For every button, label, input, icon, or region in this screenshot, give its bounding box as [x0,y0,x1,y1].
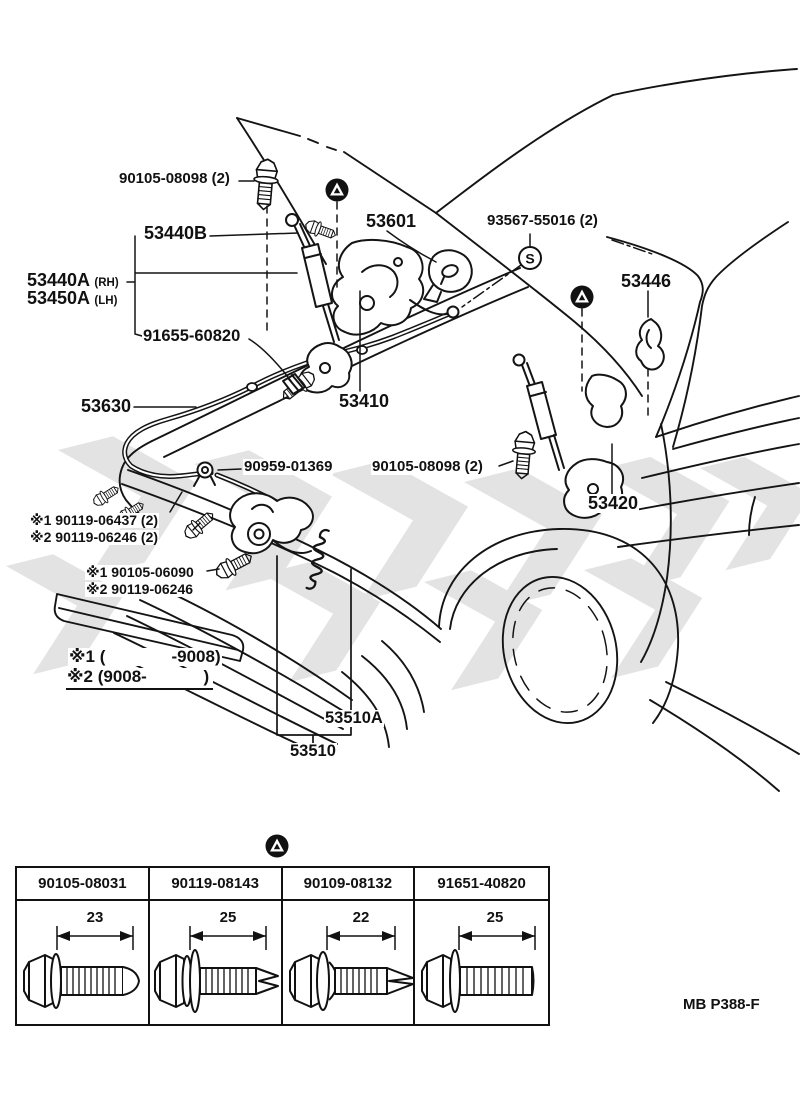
clip-53446 [636,319,664,370]
hinge-bolt-top [251,158,279,210]
bolt-drawing [17,904,147,1022]
fastener-drawing-cell [17,901,150,1024]
label-53630: 53630 [81,396,132,416]
fastener-part-number: 90105-08031 [17,868,150,901]
s-marker-letter: S [525,250,535,267]
label-lock-bolt-2: ※2 90119-06246 [86,581,194,597]
bolt-length: 22 [352,908,370,926]
triangle-marker-icon [571,286,594,309]
page-code: MB P388-F [683,996,760,1013]
s-marker-icon [519,247,541,269]
label-note-1: ※1 ( -9008) [69,647,221,666]
fastener-drawing-cell [283,901,416,1024]
label-53510a: 53510A [325,709,383,727]
label-lock-bolt-1: ※1 90105-06090 [86,564,194,580]
fastener-drawing-cell [150,901,283,1024]
label-53410: 53410 [339,391,390,411]
label-91655: 91655-60820 [143,327,241,345]
bolt-length: 25 [486,908,503,926]
label-note-2: ※2 (9008- ) [66,668,213,690]
fastener-part-number: 90119-08143 [150,868,283,901]
label-53420: 53420 [588,493,639,513]
triangle-marker-icon [326,179,349,202]
bolt-drawing [417,904,547,1022]
label-fender-bolt-1: ※1 90119-06437 (2) [30,512,159,528]
bolt-drawing [283,904,413,1022]
fastener-part-number: 91651-40820 [415,868,548,901]
label-53601: 53601 [366,211,417,231]
label-fender-bolt-2: ※2 90119-06246 (2) [30,529,159,545]
fastener-table [15,866,550,1026]
fastener-drawing-cell [415,901,548,1024]
triangle-marker-icon [266,835,289,858]
label-53440b: 53440B [144,223,208,243]
label-53450a: 53450A (LH) [27,288,118,308]
bolt-length: 23 [87,908,104,926]
label-90959: 90959-01369 [244,458,333,475]
bolt-drawing [150,904,280,1022]
fastener-part-number: 90109-08132 [283,868,416,901]
lock-cylinder [424,250,472,302]
label-53446: 53446 [621,271,672,291]
label-93567: 93567-55016 (2) [487,212,598,229]
fender-bolt-a [91,482,122,508]
label-bolt-right: 90105-08098 (2) [372,458,483,475]
label-53510: 53510 [290,742,336,760]
label-bolt-top: 90105-08098 (2) [119,170,230,187]
bolt-length: 25 [219,908,237,926]
label-53440a: 53440A (RH) [27,270,119,290]
